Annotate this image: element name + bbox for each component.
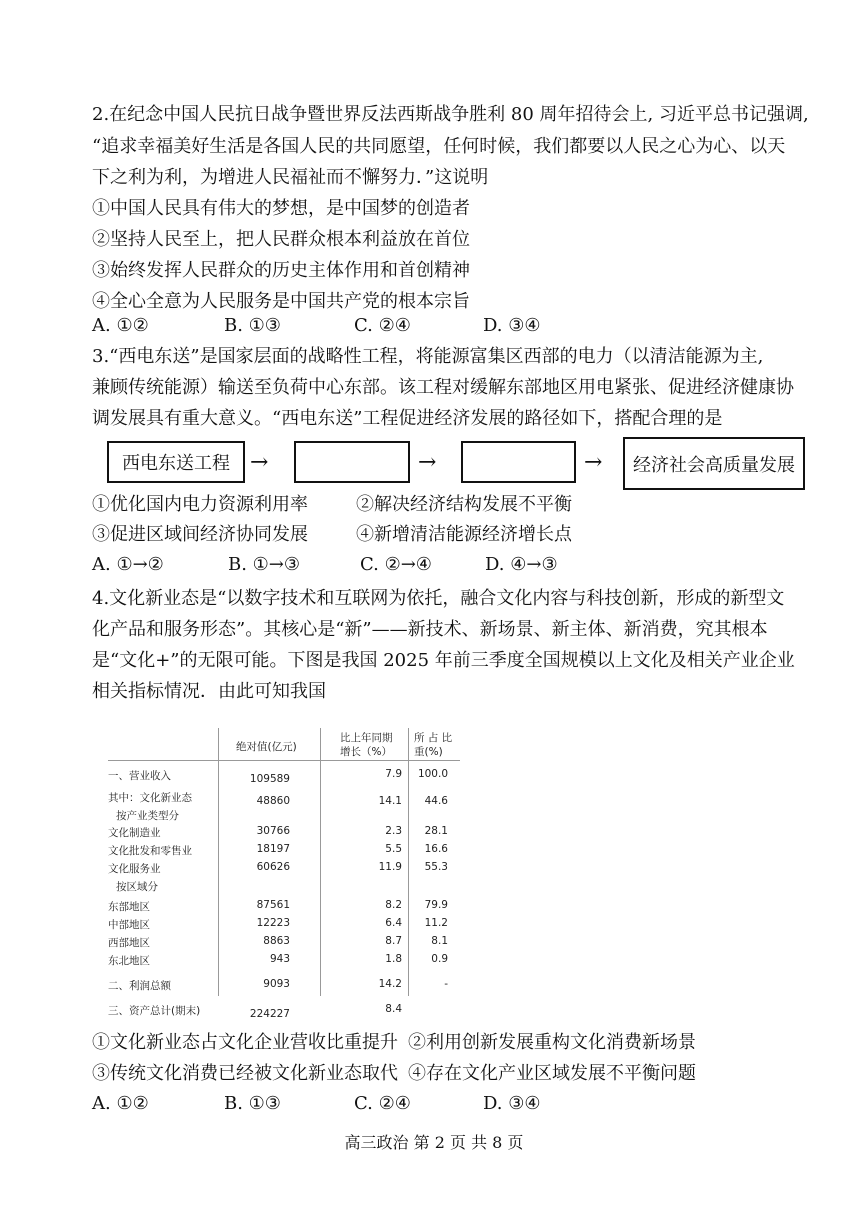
page-footer: 高三政治 第 2 页 共 8 页: [344, 1133, 524, 1152]
flow-start-label: 西电东送工程: [122, 453, 230, 474]
q3-item-3: ③促进区域间经济协同发展: [92, 524, 308, 545]
q4-item-4: ④存在文化产业区域发展不平衡问题: [408, 1063, 696, 1084]
table-cell-value: 87561: [256, 899, 290, 911]
q2-item-4: ④全心全意为人民服务是中国共产党的根本宗旨: [92, 291, 470, 312]
table-cell-growth: 2.3: [385, 825, 402, 837]
flow-box-blank-2: [461, 441, 576, 483]
table-cell-value: 48860: [256, 795, 290, 807]
table-divider: [218, 728, 219, 996]
table-header-share-2: 重(%): [414, 746, 443, 758]
table-row-label: 文化批发和零售业: [108, 845, 192, 857]
table-row-label: 文化制造业: [108, 827, 161, 839]
table-cell-share: 100.0: [417, 768, 448, 780]
table-cell-growth: 14.2: [378, 978, 402, 990]
table-cell-share: 44.6: [424, 795, 448, 807]
q3-item-4: ④新增清洁能源经济增长点: [356, 524, 572, 545]
table-cell-value: 8863: [263, 935, 290, 947]
q3-item-1: ①优化国内电力资源利用率: [92, 494, 308, 515]
table-cell-value: 18197: [256, 843, 290, 855]
q2-option-a: A. ①②: [92, 315, 149, 336]
culture-industry-table: [108, 728, 460, 1020]
table-cell-growth: 11.9: [378, 861, 402, 873]
table-header-rule: [108, 760, 460, 761]
table-cell-value: 943: [269, 953, 290, 965]
table-row-label: 东部地区: [108, 901, 150, 913]
q4-item-3: ③传统文化消费已经被文化新业态取代: [92, 1063, 398, 1084]
q4-stem-line-2: 化产品和服务形态”。其核心是“新”——新技术、新场景、新主体、新消费，究其根本: [92, 619, 768, 640]
q4-option-a: A. ①②: [92, 1093, 149, 1114]
q2-option-c: C. ②④: [354, 315, 411, 336]
q3-stem-line-2: 兼顾传统能源）输送至负荷中心东部。该工程对缓解东部地区用电紧张、促进经济健康协: [92, 377, 794, 398]
q4-option-d: D. ③④: [483, 1093, 541, 1114]
q3-stem-line-3: 调发展具有重大意义。“西电东送”工程促进经济发展的路径如下，搭配合理的是: [92, 408, 723, 429]
q4-item-2: ②利用创新发展重构文化消费新场景: [408, 1032, 696, 1053]
table-cell-growth: 1.8: [385, 953, 402, 965]
q3-item-2: ②解决经济结构发展不平衡: [356, 494, 572, 515]
table-row-sublabel: 按区域分: [116, 881, 158, 893]
q3-option-b: B. ①→③: [228, 554, 301, 575]
table-row-label: 中部地区: [108, 919, 150, 931]
table-cell-growth: 6.4: [385, 917, 402, 929]
q4-item-1: ①文化新业态占文化企业营收比重提升: [92, 1032, 398, 1053]
table-header-growth-2: 增长（%）: [340, 746, 392, 758]
table-cell-growth: 8.4: [385, 1003, 402, 1015]
table-cell-share: 0.9: [431, 953, 448, 965]
table-cell-value: 9093: [263, 978, 290, 990]
table-cell-share: -: [444, 978, 448, 990]
table-cell-growth: 8.2: [385, 899, 402, 911]
flow-arrow-2: →: [418, 450, 437, 475]
q2-stem-line-1: 2.在纪念中国人民抗日战争暨世界反法西斯战争胜利 80 周年招待会上, 习近平总书记强调,: [92, 104, 809, 125]
q2-stem-line-2: “追求幸福美好生活是各国人民的共同愿望，任何时候，我们都要以人民之心为心、以天: [92, 136, 786, 157]
q4-option-b: B. ①③: [224, 1093, 281, 1114]
q4-option-c: C. ②④: [354, 1093, 411, 1114]
table-cell-share: 55.3: [424, 861, 448, 873]
q2-stem-line-3: 下之利为利，为增进人民福祉而不懈努力．”这说明: [92, 167, 489, 188]
flow-box-start: [107, 441, 245, 483]
table-cell-growth: 14.1: [378, 795, 402, 807]
table-cell-share: 11.2: [424, 917, 448, 929]
table-cell-growth: 7.9: [385, 768, 402, 780]
table-header-value: 绝对值(亿元): [236, 741, 297, 753]
table-cell-share: 8.1: [431, 935, 448, 947]
table-row-label: 其中：文化新业态: [108, 792, 192, 804]
q3-option-a: A. ①→②: [92, 554, 164, 575]
q2-item-2: ②坚持人民至上，把人民群众根本利益放在首位: [92, 229, 470, 250]
flow-end-label: 经济社会高质量发展: [633, 454, 795, 476]
table-row-label: 三、资产总计(期末): [108, 1005, 201, 1017]
table-row-label: 文化服务业: [108, 863, 161, 875]
table-row-label: 西部地区: [108, 937, 150, 949]
table-cell-share: 79.9: [424, 899, 448, 911]
table-row-sublabel: 按产业类型分: [116, 810, 179, 822]
table-header-share-1: 所 占 比: [414, 732, 453, 744]
table-cell-share: 16.6: [424, 843, 448, 855]
table-cell-growth: 8.7: [385, 935, 402, 947]
q2-item-3: ③始终发挥人民群众的历史主体作用和首创精神: [92, 260, 470, 281]
q3-option-c: C. ②→④: [360, 554, 432, 575]
table-divider: [320, 728, 321, 996]
table-row-label: 东北地区: [108, 955, 150, 967]
table-cell-value: 30766: [256, 825, 290, 837]
q3-option-d: D. ④→③: [485, 554, 558, 575]
q2-item-1: ①中国人民具有伟大的梦想，是中国梦的创造者: [92, 198, 470, 219]
table-cell-share: 28.1: [424, 825, 448, 837]
table-cell-value: 109589: [249, 773, 290, 785]
q3-stem-line-1: 3.“西电东送”是国家层面的战略性工程，将能源富集区西部的电力（以清洁能源为主,: [92, 346, 764, 367]
table-divider: [408, 728, 409, 996]
table-cell-value: 60626: [256, 861, 290, 873]
flow-arrow-1: →: [250, 450, 269, 475]
flow-arrow-3: →: [584, 450, 603, 475]
table-cell-value: 224227: [249, 1008, 290, 1020]
q4-stem-line-3: 是“文化+”的无限可能。下图是我国 2025 年前三季度全国规模以上文化及相关产业企业: [92, 650, 795, 671]
flow-box-end: [623, 437, 805, 490]
q2-option-b: B. ①③: [224, 315, 281, 336]
q2-option-d: D. ③④: [483, 315, 541, 336]
table-cell-value: 12223: [256, 917, 290, 929]
flow-box-blank-1: [294, 441, 410, 483]
table-cell-growth: 5.5: [385, 843, 402, 855]
table-row-label: 一、营业收入: [108, 770, 171, 782]
table-header-growth-1: 比上年同期: [340, 732, 393, 744]
table-row-label: 二、利润总额: [108, 980, 171, 992]
q4-stem-line-1: 4.文化新业态是“以数字技术和互联网为依托，融合文化内容与科技创新，形成的新型文: [92, 588, 785, 609]
q4-stem-line-4: 相关指标情况．由此可知我国: [92, 681, 326, 702]
